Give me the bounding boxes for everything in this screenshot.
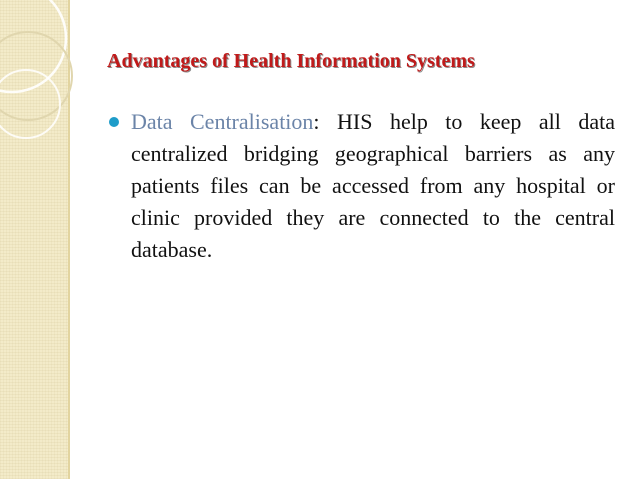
bullet-dot-icon — [109, 117, 119, 127]
decorative-ring-inner — [0, 70, 60, 138]
bullet-list — [107, 106, 615, 266]
slide-title: Advantages of Health Information Systems — [107, 50, 475, 72]
bullet-item-data-centralisation — [107, 106, 615, 266]
bullet-term: Data Centralisation — [131, 109, 314, 134]
bullet-text: HIS help to keep all data centralized bridging geographical barriers as any patients files can be accessed from any hospital or clinic provided they are connected to the central database. — [131, 109, 615, 262]
decorative-ring-outer — [0, 0, 66, 92]
decorative-rings-icon — [0, 0, 120, 160]
decorative-ring-middle — [0, 32, 72, 120]
bullet-separator: : — [313, 109, 320, 134]
